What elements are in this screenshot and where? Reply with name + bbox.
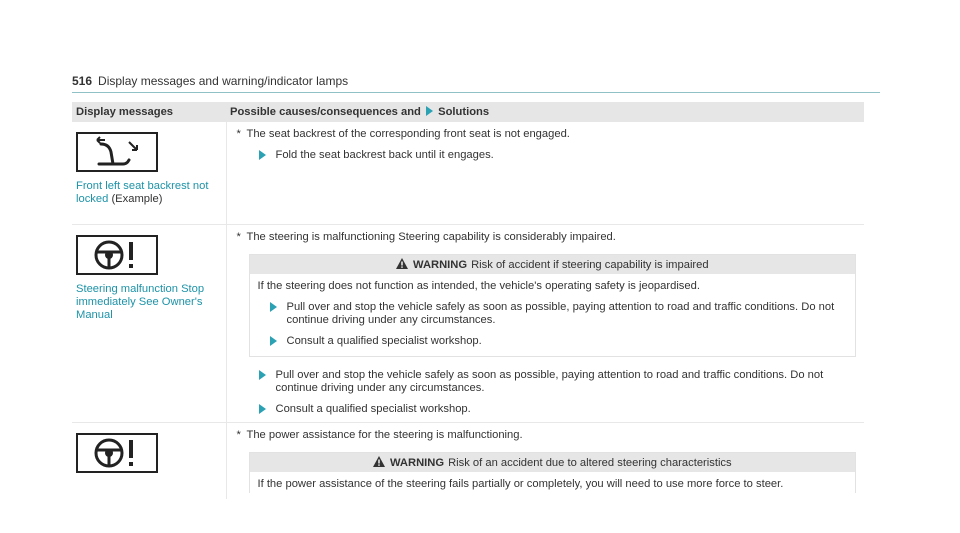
seat-backrest-icon xyxy=(76,132,158,172)
steering-wheel-warning-icon xyxy=(76,433,158,473)
solution-step: Consult a qualified specialist workshop. xyxy=(259,403,857,416)
warning-step: Pull over and stop the vehicle safely as soon as possible, paying attention to road and traffic conditions. Do not continue driving under any circumstances. xyxy=(270,301,848,327)
warning-text: If the power assistance of the steering fails partially or completely, you will need to use more force to steer. xyxy=(257,477,784,490)
warning-text: If the steering does not function as intended, the vehicle's operating safety is jeopardised. xyxy=(257,279,700,292)
table-header-row xyxy=(72,102,864,122)
display-message-cell xyxy=(72,224,226,422)
warning-title: Risk of an accident due to altered steering characteristics xyxy=(448,456,732,469)
col-header-causes: Possible causes/consequences and xyxy=(230,106,421,118)
warning-title: Risk of accident if steering capability is impaired xyxy=(471,258,709,271)
display-messages-table xyxy=(72,102,864,499)
message-label: Steering malfunction Stop immediately See Owner's Manual xyxy=(76,282,205,321)
cause-text: The steering is malfunctioning Steering capability is considerably impaired. xyxy=(246,230,616,243)
col-header-solutions xyxy=(226,102,864,122)
message-label: Front left seat backrest not locked (Example) xyxy=(76,180,209,205)
solution-cell: * The steering is malfunctioning Steering capability is considerably impaired. WARNING Risk of accident if steering capability is impaired If the steering does not function as intended, the vehicle's operating safety is jeopardised. Pull over and stop the vehicle safely as soon as possible, paying attention to road and traffic conditions. Do not continue driving under any circumstances. Consult a qualified specialist workshop. Pull over and stop the vehicle safely as soon as possible, paying attention to road and traffic conditions. Do not continue driving under any circumstances. Consult a qualified specialist workshop. xyxy=(226,224,864,422)
table-row xyxy=(72,122,864,224)
warning-word: WARNING xyxy=(413,258,468,271)
solution-step: Pull over and stop the vehicle safely as soon as possible, paying attention to road and traffic conditions. Do not continue driving under any circumstances. xyxy=(259,369,857,395)
warning-step: Consult a qualified specialist workshop. xyxy=(270,335,848,348)
arrow-icon xyxy=(270,302,277,312)
col-header-display-messages: Display messages xyxy=(72,102,226,122)
page-number: 516 xyxy=(72,74,93,88)
col-header-solutions-label: Solutions xyxy=(438,106,490,118)
arrow-icon xyxy=(259,370,266,380)
page-title: Display messages and warning/indicator lamps xyxy=(98,74,349,88)
display-message-cell xyxy=(72,122,226,224)
table-row xyxy=(72,224,864,422)
warning-box xyxy=(249,254,857,357)
cause-text: The power assistance for the steering is malfunctioning. xyxy=(246,428,523,441)
warning-triangle-icon xyxy=(396,258,408,269)
arrow-icon xyxy=(259,150,266,160)
cause-text: The seat backrest of the corresponding front seat is not engaged. xyxy=(246,128,570,140)
steering-wheel-warning-icon xyxy=(76,235,158,275)
arrow-icon xyxy=(259,404,266,414)
display-message-cell xyxy=(72,422,226,499)
solution-cell: * The seat backrest of the corresponding front seat is not engaged. Fold the seat backrest back until it engages. xyxy=(226,122,864,224)
page-header xyxy=(72,74,880,93)
table-row xyxy=(72,422,864,499)
solution-step: Fold the seat backrest back until it engages. xyxy=(259,149,857,162)
solution-cell: * The power assistance for the steering is malfunctioning. WARNING Risk of an accident due to altered steering characteristics If the power assistance of the steering fails partially or completely, you will need to use more force to steer. xyxy=(226,422,864,499)
warning-box xyxy=(249,452,857,493)
arrow-icon xyxy=(426,106,433,116)
arrow-icon xyxy=(270,336,277,346)
warning-word: WARNING xyxy=(389,456,445,469)
warning-triangle-icon xyxy=(373,456,385,467)
